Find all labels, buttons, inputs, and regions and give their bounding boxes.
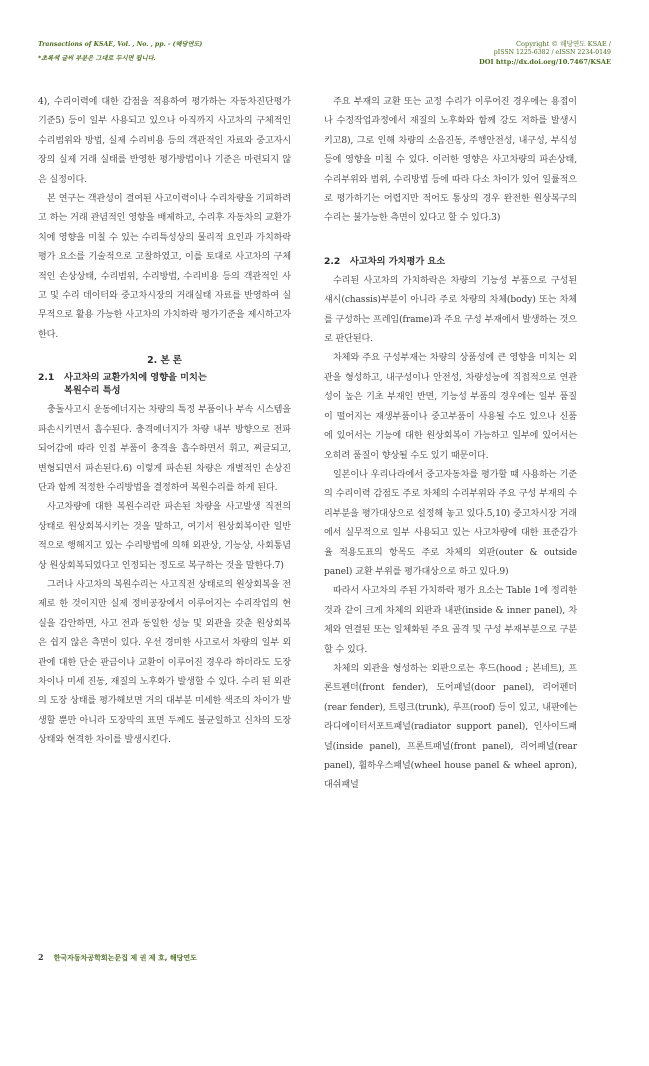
subsection-heading: 사고차의 교환가치에 영향을 미치는 (64, 372, 207, 384)
paragraph: 주요 부재의 교환 또는 교정 수리가 이루어진 경우에는 용접이나 수정작업과정에서 재질의 노후화와 함께 강도 저하를 발생시키고8), 그로 인해 차량의 소음진동, 주행안전성, 내구성, 부식성 등에 영향을 미칠 수 있다. 이러한 영향은 사고차량의 파손상태, 수리부위와 범위, 수리방법 등에 따라 다소 차이가 있어 일률적으로 평가하기는 어렵지만 적어도 통상의 경우 완전한 원상복구의 수리는 불가능한 측면이 있다고 할 수 있다.3) (324, 97, 577, 224)
paragraph: 본 연구는 객관성이 결여된 사고이력이나 수리차량을 기피하려고 하는 거래 관념적인 영향을 배제하고, 수리후 자동차의 교환가치에 영향을 미칠 수 있는 수리특성상의 물리적 요인과 가치하락 평가 요소를 기술적으로 고찰하였고, 이를 토대로 사고차의 구체적인 손상상태, 수리범위, 수리방법, 수리비용 등의 객관적인 사고 및 수리 데이터와 중고차시장의 거래실태 자료를 반영하여 실무적으로 활용 가능한 사고차의 가치하락 평가기준을 제시하고자 한다. (38, 194, 291, 340)
subsection-number: 2.2 (324, 255, 341, 267)
paragraph: 4), 수리이력에 대한 감점을 적용하여 평가하는 자동차진단평가기준5) 등이 일부 사용되고 있으나 아직까지 사고차의 구체적인 수리범위와 방법, 실제 수리비용 등의 객관적인 자료와 중고자시장의 실제 거래 실태를 반영한 평가방법이나 기준은 마련되지 않은 실정이다. (38, 97, 291, 185)
template-note: *초록색 글씨 부분은 그대로 두시면 됩니다. (38, 55, 156, 62)
subsection-title (324, 255, 577, 268)
page-footer (38, 952, 197, 963)
paragraph: 수리된 사고차의 가치하락은 차량의 기능성 부품으로 구성된 섀시(chassis)부분이 아니라 주로 차량의 차체(body) 또는 차체를 구성하는 프레임(frame)과 주요 구성 부재에서 발생하는 것으로 판단된다. (324, 275, 577, 345)
paragraph: 사고차량에 대한 복원수리란 파손된 차량을 사고발생 직전의 상태로 원상회복시키는 것을 말하고, 여기서 원상회복이란 일반적으로 행해지고 있는 수리방법에 의해 외관상, 기능상, 사회통념상 원상회복되었다고 인정되는 정도로 복구하는 것을 말한다.7) (38, 502, 291, 571)
page-number: 2 (38, 952, 44, 962)
paragraph: 차체와 주요 구성부재는 차량의 상품성에 큰 영향을 미치는 외관을 형성하고, 내구성이나 안전성, 차량성능에 직접적으로 연관성이 높은 기초 부재인 반면, 기능성 부품의 경우에는 일부 품질이 떨어지는 재생부품이나 중고부품이 사용될 수도 있으나 신품에 있어서는 기능에 대한 원상회복이 가능하고 일부에 있어서는 오히려 품질이 향상될 수도 있기 때문이다. (324, 353, 577, 461)
running-header-left (38, 40, 338, 63)
subsection-title (38, 371, 291, 397)
journal-citation: Transactions of KSAE, Vol. , No. , pp. - (해당연도) (38, 41, 203, 48)
paragraph: 충돌사고시 운동에너지는 차량의 특정 부품이나 부속 시스템을 파손시키면서 흡수된다. 충격에너지가 차량 내부 방향으로 전파되어감에 따라 인접 부품이 충격을 흡수하면서 휘고, 찌글되고, 변형되면서 파손된다.6) 이렇게 파손된 차량은 개별적인 손상진단과 함께 적정한 수리방법을 결정하여 복원수리를 하게 된다. (38, 405, 291, 493)
subsection-heading-continued: 복원수리 특성 (64, 385, 121, 397)
footer-journal-title: 한국자동차공학회논문집 제 권 제 호, 해당연도 (53, 954, 197, 962)
right-column (324, 93, 577, 796)
running-header-right (331, 40, 611, 67)
paragraph: 따라서 사고차의 주된 가치하락 평가 요소는 Table 1에 정리한 것과 같이 크게 차체의 외판과 내판(inside & inner panel), 차체와 연결된 또는 일체화된 주요 골격 및 구성 부재부분으로 구분할 수 있다. (324, 586, 577, 655)
section-title: 2. 본 론 (147, 355, 182, 367)
subsection-number: 2.1 (38, 372, 55, 384)
subsection-heading: 사고차의 가치평가 요소 (350, 255, 446, 267)
paragraph: 차체의 외관을 형성하는 외판으로는 후드(hood ; 본네트), 프론트펜더(front fender), 도어패널(door panel), 리어펜더(rear fender), 트렁크(trunk), 루프(roof) 등이 있고, 내판에는 라디에이터서포트패널(radiator support panel), 인사이드패널(inside panel), 프론트패널(front panel), 리어패널(rear panel), 휠하우스패널(wheel house panel & wheel apron), 대쉬패널 (324, 663, 577, 791)
doi-line: DOI http://dx.doi.org/10.7467/KSAE (479, 57, 611, 66)
issn-line: pISSN 1225-6382 / eISSN 2234-0149 (493, 49, 611, 56)
paragraph: 일본이나 우리나라에서 중고자동차를 평가할 때 사용하는 기준의 수리이력 감점도 주로 차체의 수리부위와 주요 구성 부재의 수리부분을 평가대상으로 설정해 놓고 있다.5,10) 중고차시장 거래에서 실무적으로 일부 사용되고 있는 사고차량에 대한 표준감가율 적용도표의 항목도 주로 차체의 외판(outer & outside panel) 교환 부위를 평가대상으로 하고 있다.9) (324, 469, 577, 577)
left-column (38, 93, 291, 751)
paragraph: 그러나 사고차의 복원수리는 사고직전 상태로의 원상회복을 전제로 한 것이지만 실제 정비공장에서 이루어지는 수리작업의 현실을 감안하면, 사고 전과 동일한 성능 및 외관을 갖춘 원상회복은 쉽지 않은 측면이 있다. 우선 경미한 사고로서 차량의 일부 외관에 대한 단순 판금이나 교환이 이루어진 경우라 하더라도 도장 차이나 미세 진동, 재질의 노후화가 발생할 수 있다. 수리 된 외관의 도장 상태를 평가해보면 거의 대부분 미세한 색조의 차이가 발생할 뿐만 아니라 도장막의 표면 두께도 불균일하고 신차의 도장 상태와 현격한 차이를 발생시킨다. (38, 579, 291, 746)
copyright-line: Copyright © 해당연도 KSAE / (515, 40, 611, 48)
